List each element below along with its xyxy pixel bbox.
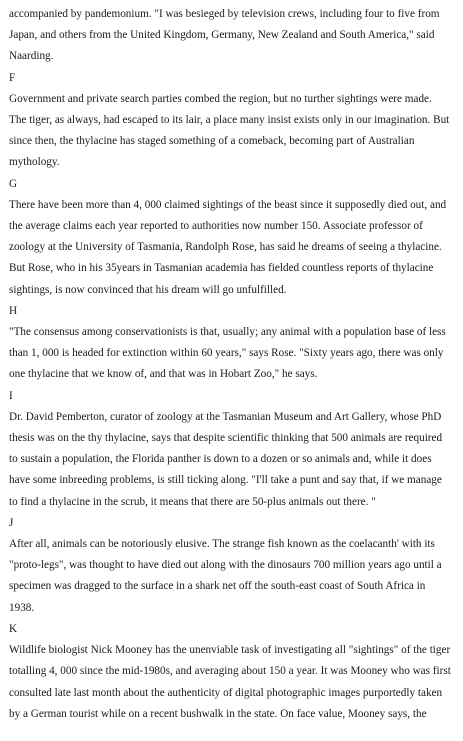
text-line: Japan, and others from the United Kingdom, Germany, New Zealand and South America," said <box>9 29 435 42</box>
text-line: After all, animals can be notoriously elusive. The strange fish known as the coelacanth' with its <box>9 538 435 551</box>
text-line: totalling 4, 000 since the mid-1980s, and averaging about 150 a year. It was Mooney who was first <box>9 665 451 678</box>
section-letter-h: H <box>9 304 18 317</box>
text-line: But Rose, who in his 35years in Tasmanian academia has fielded countless reports of thylacine <box>9 262 434 275</box>
paragraph-e-continued <box>9 4 459 68</box>
paragraph-f <box>9 89 459 174</box>
text-line: since then, the thylacine has staged something of a comeback, becoming part of Australian <box>9 135 415 148</box>
paragraph-j <box>9 534 459 619</box>
paragraph-g <box>9 195 459 301</box>
text-line: by a German tourist while on a recent bushwalk in the state. On face value, Mooney says, the <box>9 707 427 720</box>
text-line: accompanied by pandemonium. "I was besieged by television crews, including four to five from <box>9 8 440 20</box>
text-line: "The consensus among conservationists is that, usually; any animal with a population base of less <box>9 326 446 339</box>
text-line: one thylacine that we know of, and that was in Hobart Zoo," he says. <box>9 368 318 381</box>
text-line: Government and private search parties combed the region, but no turther sightings were made. <box>9 92 432 105</box>
document-page <box>9 4 459 725</box>
text-line: mythology. <box>9 156 60 169</box>
text-line: Wildlife biologist Nick Mooney has the unenviable task of investigating all "sightings" of the tiger <box>9 644 451 657</box>
text-line: Naarding. <box>9 50 54 63</box>
text-line: than 1, 000 is headed for extinction within 60 years," says Rose. "Sixty years ago, there was only <box>9 347 444 360</box>
paragraph-h <box>9 322 459 386</box>
text-line: to sustain a population, the Florida panther is down to a dozen or so animals and, while it does <box>9 453 432 466</box>
text-line: the average claims each year reported to authorities now number 150. Associate professor of <box>9 220 423 233</box>
text-line: have some inbreeding problems, is still ticking along. "I'll take a punt and say that, if we manage <box>9 474 442 487</box>
text-line: sightings, is now convinced that his dream will go unfulfilled. <box>9 283 287 296</box>
section-letter-k: K <box>9 622 18 635</box>
section-letter-i: I <box>9 389 13 402</box>
text-line: The tiger, as always, had escaped to its lair, a place many insist exists only in our imagination. But <box>9 114 450 127</box>
text-line: specimen was dragged to the surface in a shark net off the south-east coast of South Africa in <box>9 580 426 593</box>
paragraph-k <box>9 640 459 725</box>
text-line: There have been more than 4, 000 claimed sightings of the beast since it supposedly died out, and <box>9 198 447 211</box>
section-letter-j: J <box>9 516 14 529</box>
text-line: zoology at the University of Tasmania, Randolph Rose, has said he dreams of seeing a thylacine. <box>9 241 442 254</box>
section-letter-g: G <box>9 177 18 190</box>
text-line: Dr. David Pemberton, curator of zoology at the Tasmanian Museum and Art Gallery, whose PhD <box>9 410 442 423</box>
paragraph-i <box>9 407 459 513</box>
text-line: to find a thylacine in the scrub, it means that there are 50-plus animals out there. " <box>9 495 376 508</box>
text-line: thesis was on the thy thylacine, says that despite scientific thinking that 500 animals are required <box>9 432 443 445</box>
text-line: "proto-legs", was thought to have died out along with the dinosaurs 700 million years ago until a <box>9 559 442 572</box>
text-line: consulted late last month about the authenticity of digital photographic images purportedly taken <box>9 686 443 699</box>
section-letter-f: F <box>9 71 16 84</box>
text-line: 1938. <box>9 601 35 614</box>
